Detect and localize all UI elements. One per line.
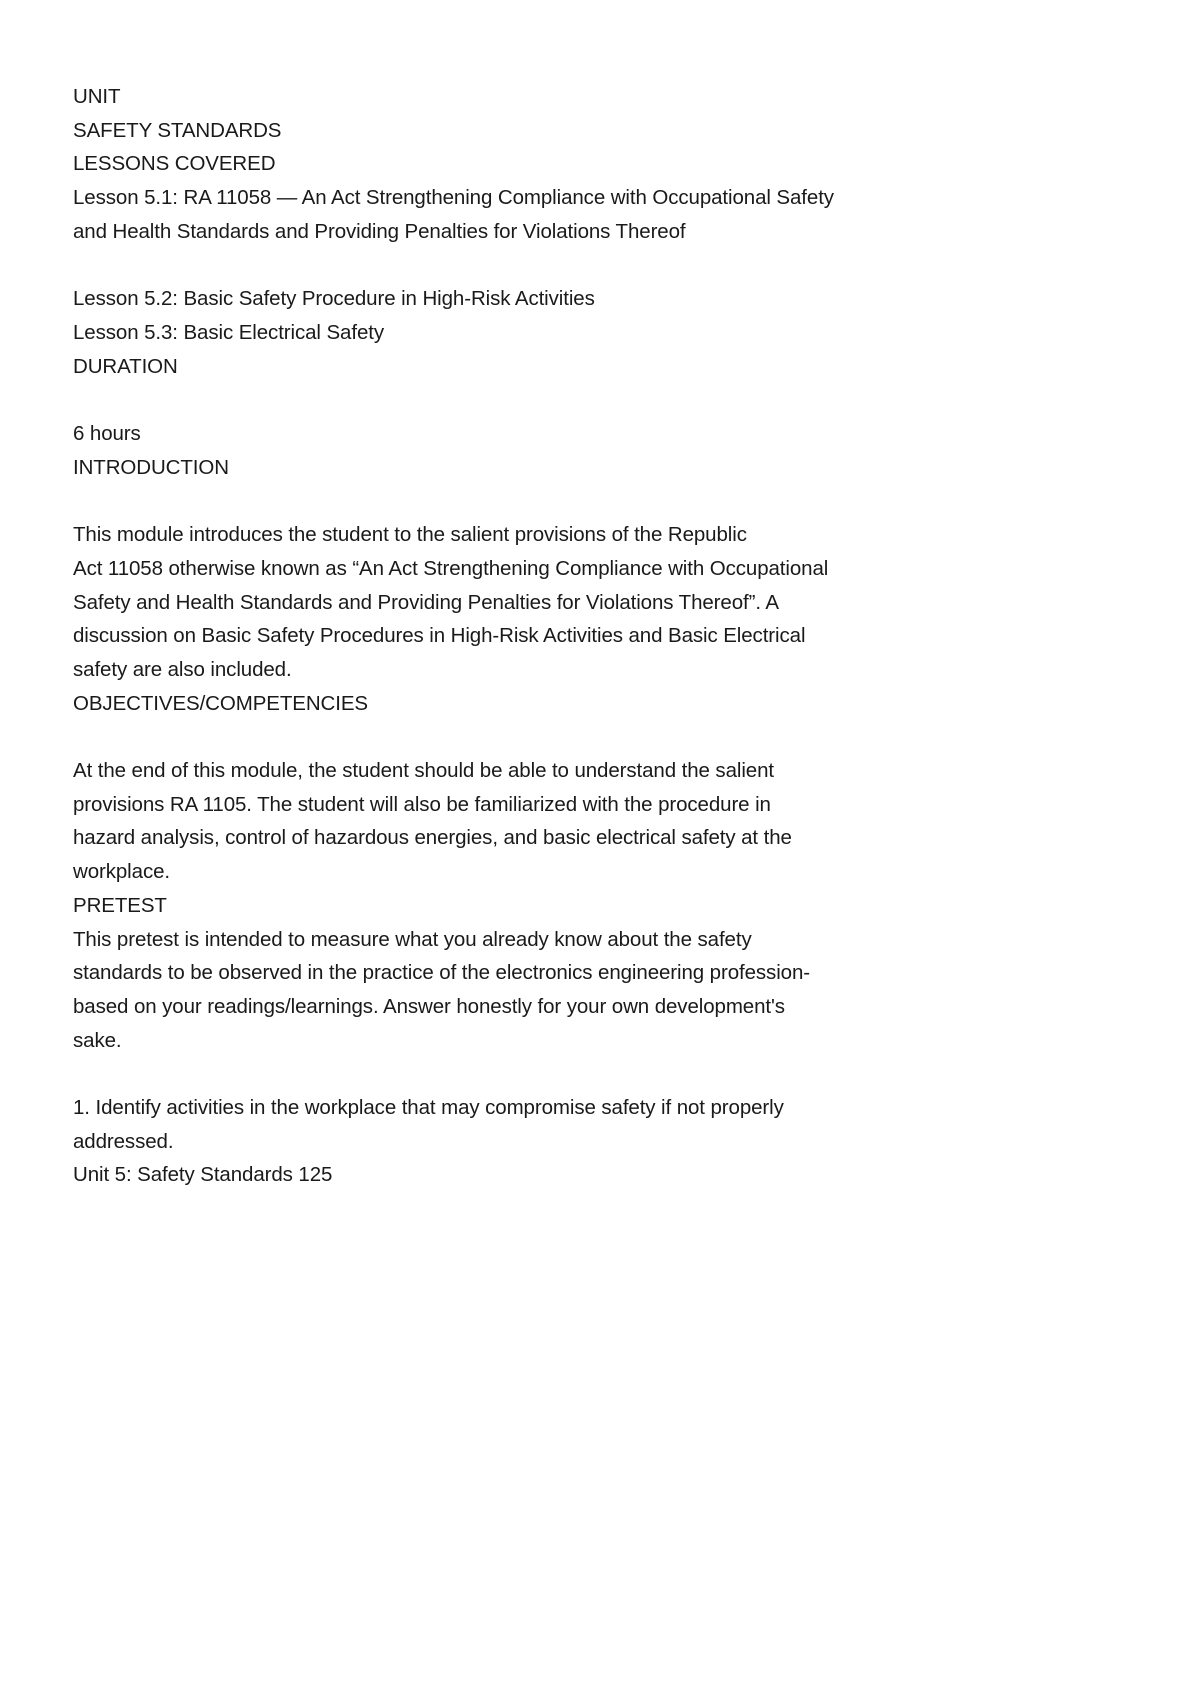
duration-value: 6 hours [73,422,141,445]
page-footer: Unit 5: Safety Standards 125 [73,1163,333,1187]
unit-title: SAFETY STANDARDS [73,118,282,142]
lesson-5-2: Lesson 5.2: Basic Safety Procedure in High-Risk Activities [73,287,595,311]
lesson-5-1-line-2: and Health Standards and Providing Penalties for Violations Thereof [73,219,686,243]
pretest-text-line-3: based on your readings/learnings. Answer honestly for your own development's [73,994,785,1018]
duration-heading: DURATION [73,354,178,378]
question-1-line-2: addressed. [73,1129,174,1153]
introduction-text-line-5: safety are also included. [73,657,292,681]
document-page [73,80,953,1192]
blank-line [73,484,953,518]
pretest-text-line-4: sake. [73,1028,122,1052]
introduction-text-line-3: Safety and Health Standards and Providing Penalties for Violations Thereof”. A [73,590,779,614]
objectives-text-line-4: workplace. [73,860,170,884]
objectives-text-line-1: At the end of this module, the student should be able to understand the salient [73,759,774,782]
question-1-line-1: 1. Identify activities in the workplace that may compromise safety if not properly [73,1096,784,1120]
pretest-text-line-1: This pretest is intended to measure what you already know about the safety [73,927,752,951]
blank-line [73,1057,953,1091]
pretest-text-line-2: standards to be observed in the practice of the electronics engineering profession- [73,961,810,985]
blank-line [73,383,953,417]
pretest-heading: PRETEST [73,893,167,917]
blank-line [73,249,953,283]
lesson-5-3: Lesson 5.3: Basic Electrical Safety [73,320,384,344]
lessons-covered-heading: LESSONS COVERED [73,152,276,176]
introduction-heading: INTRODUCTION [73,455,229,479]
objectives-text-line-3: hazard analysis, control of hazardous energies, and basic electrical safety at the [73,826,792,850]
blank-line [73,720,953,754]
introduction-text-line-1: This module introduces the student to the salient provisions of the Republic [73,523,747,547]
introduction-text-line-2: Act 11058 otherwise known as “An Act Strengthening Compliance with Occupational [73,556,829,580]
objectives-heading: OBJECTIVES/COMPETENCIES [73,691,369,715]
objectives-text-line-2: provisions RA 1105. The student will also be familiarized with the procedure in [73,792,771,816]
introduction-text-line-4: discussion on Basic Safety Procedures in High-Risk Activities and Basic Electrical [73,624,806,648]
lesson-5-1-line-1: Lesson 5.1: RA 11058 — An Act Strengthening Compliance with Occupational Safety [73,186,834,210]
unit-heading: UNIT [73,85,121,108]
